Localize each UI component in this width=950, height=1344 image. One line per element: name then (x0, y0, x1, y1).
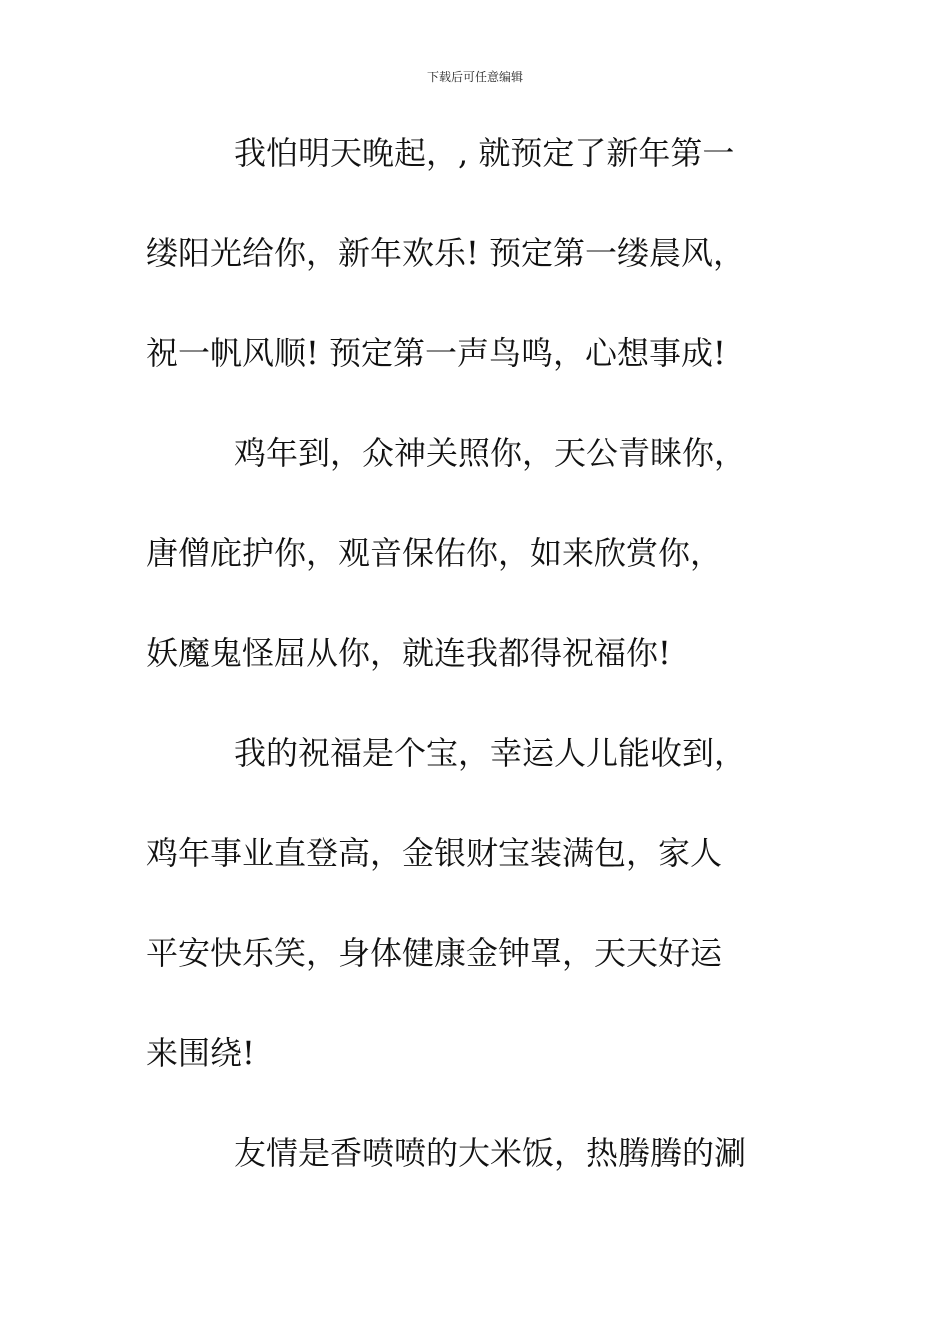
paragraph-line: 我怕明天晚起，, 就预定了新年第一 (234, 134, 735, 172)
paragraph-line: 唐僧庇护你，观音保佑你，如来欣赏你， (146, 534, 723, 572)
page-header: 下载后可任意编辑 (426, 70, 523, 84)
document-body (146, 118, 806, 1218)
paragraph-3 (146, 718, 806, 1118)
paragraph-1 (146, 118, 806, 418)
paragraph-4 (146, 1118, 806, 1218)
paragraph-line: 平安快乐笑，身体健康金钟罩，天天好运 (146, 934, 723, 972)
paragraph-line: 来围绕! (146, 1034, 255, 1072)
paragraph-line: 鸡年到，众神关照你，天公青睐你， (234, 434, 747, 472)
paragraph-line: 祝一帆风顺! 预定第一声鸟鸣，心想事成! (146, 334, 726, 372)
paragraph-2 (146, 418, 806, 718)
paragraph-line: 缕阳光给你，新年欢乐! 预定第一缕晨风， (146, 234, 746, 272)
paragraph-line: 鸡年事业直登高，金银财宝装满包，家人 (146, 834, 723, 872)
paragraph-line: 友情是香喷喷的大米饭，热腾腾的涮 (234, 1134, 747, 1172)
paragraph-line: 我的祝福是个宝，幸运人儿能收到， (234, 734, 747, 772)
paragraph-line: 妖魔鬼怪屈从你，就连我都得祝福你! (146, 634, 671, 672)
